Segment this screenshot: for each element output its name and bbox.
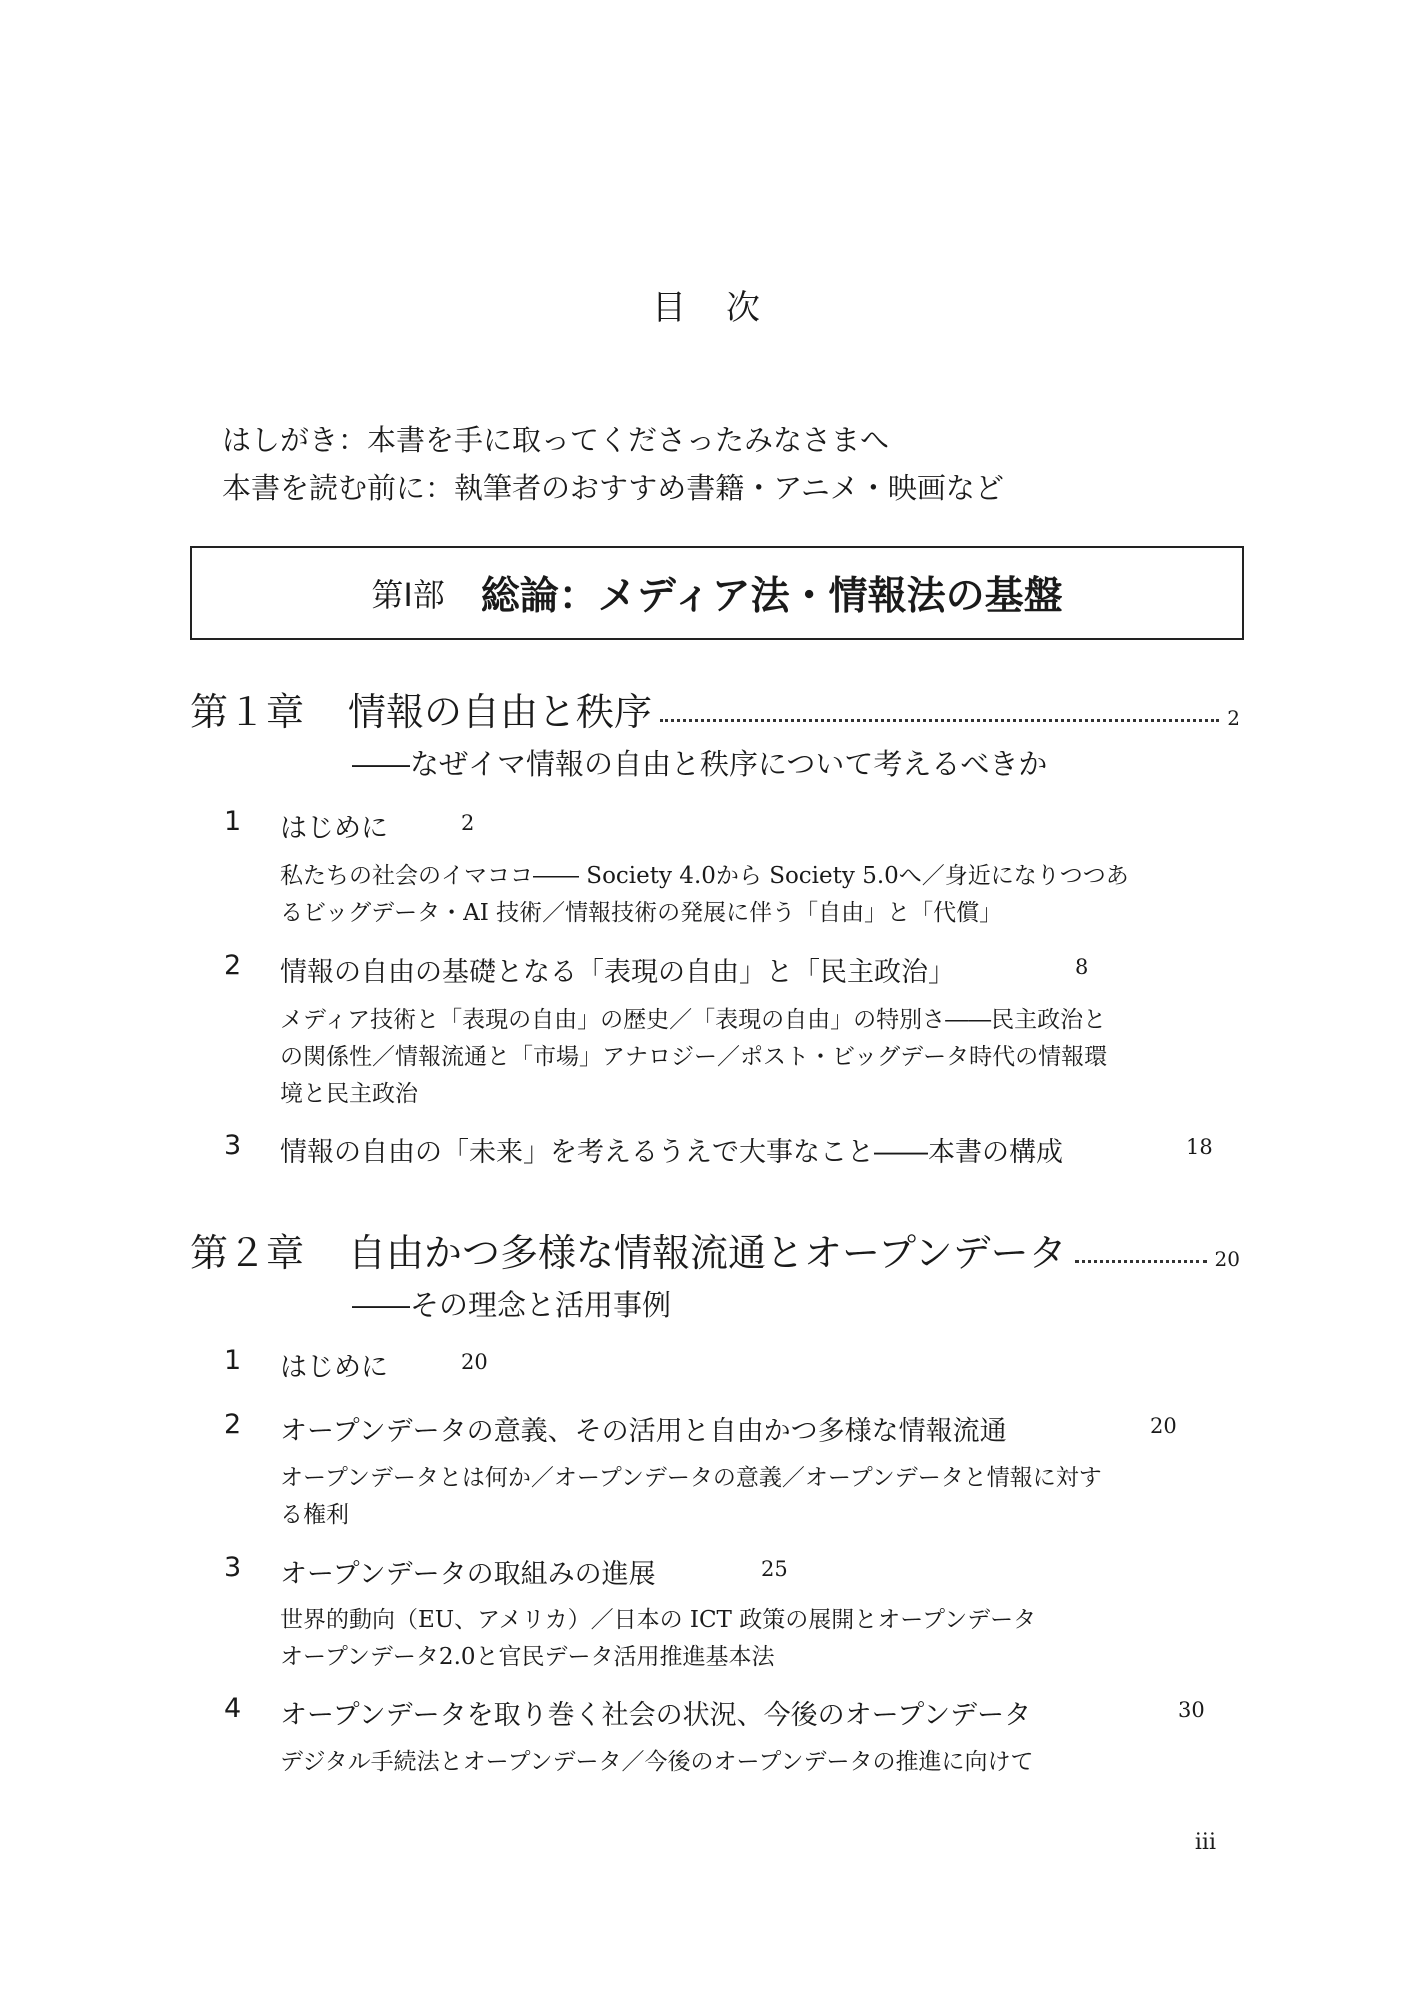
front-matter-recommendations: 本書を読む前に：執筆者のおすすめ書籍・アニメ・映画など xyxy=(222,471,1004,505)
section-page: 30 xyxy=(1178,1698,1205,1722)
section-number: 1 xyxy=(224,1345,242,1376)
section-description-line: デジタル手続法とオープンデータ／今後のオープンデータの推進に向けて xyxy=(280,1749,1034,1775)
section-title: はじめに xyxy=(280,813,388,844)
leader-dots xyxy=(660,719,1219,722)
section-description-line: るビッグデータ・AI 技術／情報技術の発展に伴う「自由」と「代償」 xyxy=(280,900,1003,926)
section-number: 1 xyxy=(224,806,242,837)
leader-dots xyxy=(1075,1260,1207,1263)
section-page: 18 xyxy=(1186,1135,1213,1159)
section-title: はじめに xyxy=(280,1352,388,1383)
section-title: 情報の自由の基礎となる「表現の自由」と「民主政治」 xyxy=(280,957,955,988)
section-description-line: 境と民主政治 xyxy=(280,1081,418,1107)
section-page: 20 xyxy=(1150,1414,1177,1438)
section-title: オープンデータを取り巻く社会の状況、今後のオープンデータ xyxy=(280,1700,1032,1731)
chapter-page: 20 xyxy=(1214,1247,1240,1271)
section-page: 20 xyxy=(461,1350,488,1374)
chapter-label: 第２章 xyxy=(190,1231,305,1275)
section-title: オープンデータの意義、その活用と自由かつ多様な情報流通 xyxy=(280,1416,1007,1447)
section-description-line: オープンデータとは何か／オープンデータの意義／オープンデータと情報に対す xyxy=(280,1465,1102,1491)
chapter-subtitle: ――その理念と活用事例 xyxy=(352,1288,672,1322)
part-title: 総論：メディア法・情報法の基盤 xyxy=(480,574,1063,619)
section-description-line: 世界的動向（EU、アメリカ）／日本の ICT 政策の展開とオープンデータ xyxy=(280,1607,1037,1633)
chapter-heading xyxy=(190,681,1240,736)
section-number: 4 xyxy=(224,1693,242,1724)
section-page: 8 xyxy=(1075,955,1089,979)
front-matter-preface: はしがき：本書を手に取ってくださったみなさまへ xyxy=(222,423,890,457)
section-description-line: の関係性／情報流通と「市場」アナロジー／ポスト・ビッグデータ時代の情報環 xyxy=(280,1044,1108,1070)
chapter-heading xyxy=(190,1222,1240,1277)
section-description-line: 私たちの社会のイマココ―― Society 4.0から Society 5.0へ／身近になりつつあ xyxy=(280,863,1129,889)
section-number: 3 xyxy=(224,1130,242,1161)
chapter-subtitle: ――なぜイマ情報の自由と秩序について考えるべきか xyxy=(352,747,1048,781)
page-number: iii xyxy=(1194,1830,1216,1855)
section-title: オープンデータの取組みの進展 xyxy=(280,1559,656,1590)
section-description-line: オープンデータ2.0と官民データ活用推進基本法 xyxy=(280,1644,775,1670)
part-label: 第Ⅰ部 xyxy=(371,576,445,614)
section-description-line: メディア技術と「表現の自由」の歴史／「表現の自由」の特別さ――民主政治と xyxy=(280,1007,1107,1033)
section-number: 2 xyxy=(224,950,242,981)
section-title: 情報の自由の「未来」を考えるうえで大事なこと――本書の構成 xyxy=(280,1137,1063,1168)
section-number: 3 xyxy=(224,1552,242,1583)
part-heading-box xyxy=(190,546,1244,640)
chapter-title: 情報の自由と秩序 xyxy=(348,690,653,734)
section-page: 2 xyxy=(461,811,475,835)
chapter-title: 自由かつ多様な情報流通とオープンデータ xyxy=(348,1231,1067,1275)
chapter-page: 2 xyxy=(1227,706,1240,730)
chapter-label: 第１章 xyxy=(190,690,305,734)
section-description-line: る権利 xyxy=(280,1502,349,1528)
page-title: 目次 xyxy=(652,288,800,328)
section-number: 2 xyxy=(224,1409,242,1440)
section-page: 25 xyxy=(761,1557,788,1581)
